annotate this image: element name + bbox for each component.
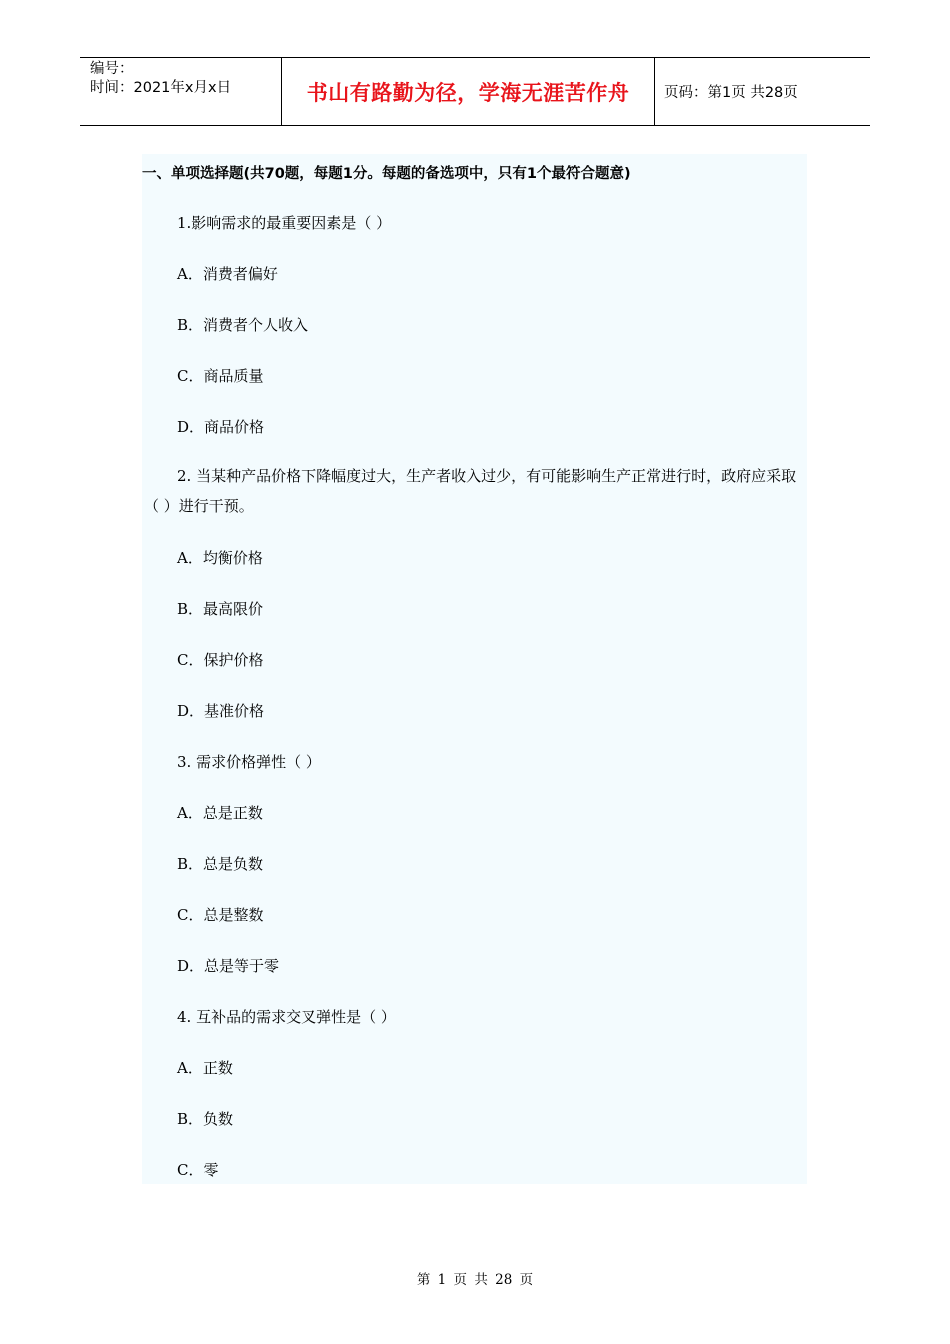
option-2c: C．保护价格: [177, 651, 264, 669]
option-2a: A．均衡价格: [177, 549, 263, 567]
question-area: [142, 154, 807, 1184]
question-3: 3. 需求价格弹性（ ）: [177, 753, 321, 771]
option-1d: D．商品价格: [177, 418, 265, 436]
number-label: 编号：: [90, 61, 134, 77]
time-label: 时间：2021年x月x日: [90, 80, 232, 96]
option-3d: D．总是等于零: [177, 957, 280, 975]
page-footer: 第 1 页 共 28 页: [416, 1272, 534, 1288]
header-divider: [654, 58, 655, 125]
option-2d: D．基准价格: [177, 702, 265, 720]
option-1b: B．消费者个人收入: [177, 316, 309, 334]
question-1: 1.影响需求的最重要因素是（ ）: [177, 214, 392, 232]
page-header: [80, 57, 870, 126]
page-info: 页码：第1页 共28页: [664, 85, 798, 101]
option-4c: C．零: [177, 1161, 219, 1179]
header-motto: 书山有路勤为径，学海无涯苦作舟: [306, 79, 630, 105]
option-3c: C．总是整数: [177, 906, 264, 924]
option-3a: A．总是正数: [177, 804, 263, 822]
question-2: 2. 当某种产品价格下降幅度过大，生产者收入过少，有可能影响生产正常进行时，政府应采取（ ）进行干预。: [144, 467, 797, 515]
option-3b: B．总是负数: [177, 855, 264, 873]
header-meta: [90, 60, 280, 98]
option-4a: A．正数: [177, 1059, 233, 1077]
option-4b: B．负数: [177, 1110, 234, 1128]
option-2b: B．最高限价: [177, 600, 264, 618]
option-1c: C．商品质量: [177, 367, 264, 385]
section-title: 一、单项选择题(共70题，每题1分。每题的备选项中，只有1个最符合题意): [142, 166, 631, 182]
option-1a: A．消费者偏好: [177, 265, 278, 283]
question-4: 4. 互补品的需求交叉弹性是（ ）: [177, 1008, 396, 1026]
